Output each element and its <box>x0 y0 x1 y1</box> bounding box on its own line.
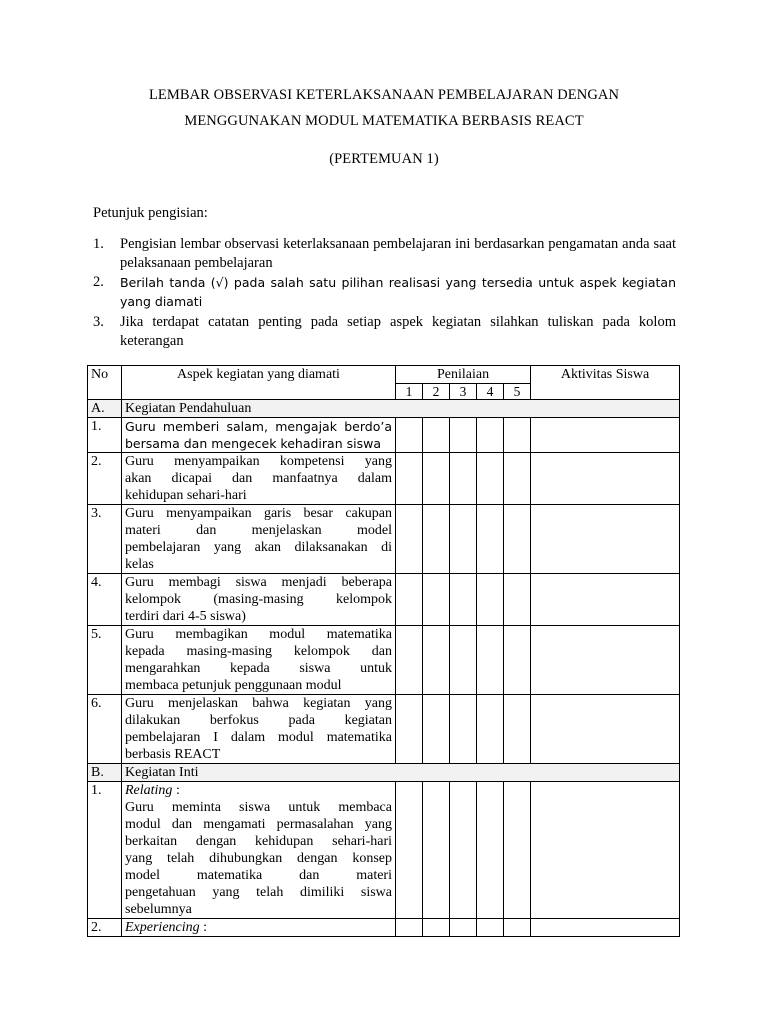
aspect-text-line: dilakukan berfokus pada kegiatan <box>125 713 392 728</box>
rating-cell-2[interactable] <box>423 505 450 574</box>
scale-1: 1 <box>396 384 423 400</box>
section-row <box>88 764 680 782</box>
aspect-text-line: terdiri dari 4-5 siswa) <box>125 609 246 624</box>
rating-cell-4[interactable] <box>477 453 504 505</box>
row-number: 1. <box>88 782 122 919</box>
aspect-label: Experiencing <box>125 920 200 935</box>
activity-cell[interactable] <box>531 574 680 626</box>
rating-cell-5[interactable] <box>504 919 531 937</box>
scale-4: 4 <box>477 384 504 400</box>
aspect-cell <box>122 418 396 453</box>
instruction-item <box>93 235 676 273</box>
instruction-number: 1. <box>93 236 104 252</box>
instructions-heading: Petunjuk pengisian: <box>93 205 208 221</box>
table-row <box>88 782 680 919</box>
rating-cell-2[interactable] <box>423 453 450 505</box>
section-title: Kegiatan Inti <box>122 764 680 782</box>
rating-cell-2[interactable] <box>423 418 450 453</box>
instruction-item <box>93 273 676 311</box>
instruction-number: 3. <box>93 314 104 330</box>
row-number: 3. <box>88 505 122 574</box>
document-title-line-1: LEMBAR OBSERVASI KETERLAKSANAAN PEMBELAJARAN DENGAN <box>148 87 620 103</box>
observation-table <box>87 365 680 937</box>
activity-cell[interactable] <box>531 782 680 919</box>
aspect-text-line: Guru menjelaskan bahwa kegiatan yang <box>125 696 392 711</box>
rating-cell-1[interactable] <box>396 626 423 695</box>
rating-cell-1[interactable] <box>396 505 423 574</box>
rating-cell-4[interactable] <box>477 626 504 695</box>
rating-cell-5[interactable] <box>504 626 531 695</box>
table-header-row <box>88 366 680 384</box>
rating-cell-1[interactable] <box>396 453 423 505</box>
scale-3: 3 <box>450 384 477 400</box>
table-row <box>88 695 680 764</box>
activity-cell[interactable] <box>531 453 680 505</box>
section-code: B. <box>88 764 122 782</box>
aspect-label: Relating <box>125 783 173 798</box>
rating-cell-2[interactable] <box>423 626 450 695</box>
rating-cell-5[interactable] <box>504 695 531 764</box>
header-no: No <box>88 366 122 400</box>
aspect-text-line: pembelajaran I dalam modul matematika <box>125 730 392 745</box>
instruction-text: Berilah tanda (√) pada salah satu pilihan realisasi yang tersedia untuk aspek kegiatan yang diamati <box>120 275 676 309</box>
row-number: 2. <box>88 453 122 505</box>
aspect-text-line: berbasis REACT <box>125 747 221 762</box>
section-title: Kegiatan Pendahuluan <box>122 400 680 418</box>
rating-cell-3[interactable] <box>450 574 477 626</box>
table-row <box>88 919 680 937</box>
rating-cell-1[interactable] <box>396 782 423 919</box>
activity-cell[interactable] <box>531 418 680 453</box>
aspect-cell <box>122 574 396 626</box>
aspect-text-line: modul dan mengamati permasalahan yang <box>125 817 392 832</box>
rating-cell-3[interactable] <box>450 505 477 574</box>
row-number: 1. <box>88 418 122 453</box>
aspect-text-line: model matematika dan materi <box>125 868 392 883</box>
rating-cell-1[interactable] <box>396 418 423 453</box>
activity-cell[interactable] <box>531 919 680 937</box>
scale-5: 5 <box>504 384 531 400</box>
aspect-text-line: kepada masing-masing kelompok dan <box>125 644 392 659</box>
aspect-cell <box>122 626 396 695</box>
activity-cell[interactable] <box>531 505 680 574</box>
rating-cell-1[interactable] <box>396 919 423 937</box>
aspect-text-line: mengarahkan kepada siswa untuk <box>125 661 392 676</box>
rating-cell-5[interactable] <box>504 418 531 453</box>
table-row <box>88 418 680 453</box>
rating-cell-5[interactable] <box>504 574 531 626</box>
aspect-text-line: bersama dan mengecek kehadiran siswa <box>125 436 381 451</box>
header-activity: Aktivitas Siswa <box>531 366 680 400</box>
aspect-text-line: kelompok (masing-masing kelompok <box>125 592 392 607</box>
instruction-item <box>93 313 676 351</box>
rating-cell-4[interactable] <box>477 782 504 919</box>
rating-cell-4[interactable] <box>477 695 504 764</box>
aspect-label-suffix: : <box>199 920 208 935</box>
header-aspect: Aspek kegiatan yang diamati <box>122 366 396 400</box>
table-row <box>88 505 680 574</box>
table-row <box>88 453 680 505</box>
aspect-text-line: Guru meminta siswa untuk membaca <box>125 800 392 815</box>
aspect-cell <box>122 782 396 919</box>
aspect-text-line: akan dicapai dan manfaatnya dalam <box>125 471 392 486</box>
rating-cell-3[interactable] <box>450 626 477 695</box>
rating-cell-1[interactable] <box>396 574 423 626</box>
aspect-cell <box>122 919 396 937</box>
aspect-text-line: yang telah dihubungkan dengan konsep <box>125 851 392 866</box>
aspect-label-suffix: : <box>172 783 180 798</box>
aspect-cell <box>122 453 396 505</box>
rating-cell-1[interactable] <box>396 695 423 764</box>
rating-cell-5[interactable] <box>504 505 531 574</box>
rating-cell-4[interactable] <box>477 505 504 574</box>
activity-cell[interactable] <box>531 626 680 695</box>
meeting-label: (PERTEMUAN 1) <box>329 151 439 167</box>
row-number: 6. <box>88 695 122 764</box>
aspect-cell <box>122 695 396 764</box>
aspect-text-line: kelas <box>125 557 154 572</box>
scale-2: 2 <box>423 384 450 400</box>
rating-cell-2[interactable] <box>423 695 450 764</box>
instruction-text: Pengisian lembar observasi keterlaksanaan pembelajaran ini berdasarkan pengamatan anda saat pelaksanaan pembelajaran <box>120 236 676 271</box>
aspect-text-line: pengetahuan yang telah dimiliki siswa <box>125 885 392 900</box>
rating-cell-2[interactable] <box>423 919 450 937</box>
aspect-text-line: Guru memberi salam, mengajak berdo’a <box>125 419 392 434</box>
row-number: 4. <box>88 574 122 626</box>
instruction-text: Jika terdapat catatan penting pada setiap aspek kegiatan silahkan tuliskan pada kolom keterangan <box>120 314 676 349</box>
rating-cell-3[interactable] <box>450 418 477 453</box>
aspect-text-line: Guru membagi siswa menjadi beberapa <box>125 575 392 590</box>
rating-cell-4[interactable] <box>477 574 504 626</box>
aspect-text-line: Guru menyampaikan garis besar cakupan <box>125 506 392 521</box>
aspect-text-line: Guru membagikan modul matematika <box>125 627 392 642</box>
aspect-text-line: berkaitan dengan kehidupan sehari-hari <box>125 834 392 849</box>
rating-cell-4[interactable] <box>477 418 504 453</box>
aspect-cell <box>122 505 396 574</box>
activity-cell[interactable] <box>531 695 680 764</box>
instruction-number: 2. <box>93 274 104 290</box>
aspect-text-line: pembelajaran yang akan dilaksanakan di <box>125 540 392 555</box>
table-row <box>88 626 680 695</box>
section-code: A. <box>88 400 122 418</box>
rating-cell-5[interactable] <box>504 782 531 919</box>
rating-cell-3[interactable] <box>450 453 477 505</box>
rating-cell-3[interactable] <box>450 919 477 937</box>
header-rating: Penilaian <box>396 366 531 384</box>
row-number: 5. <box>88 626 122 695</box>
document-title-line-2: MENGGUNAKAN MODUL MATEMATIKA BERBASIS REACT <box>184 113 584 129</box>
rating-cell-4[interactable] <box>477 919 504 937</box>
section-row <box>88 400 680 418</box>
rating-cell-5[interactable] <box>504 453 531 505</box>
rating-cell-3[interactable] <box>450 782 477 919</box>
aspect-text-line: kehidupan sehari-hari <box>125 488 247 503</box>
rating-cell-2[interactable] <box>423 782 450 919</box>
aspect-text-line: materi dan menjelaskan model <box>125 523 392 538</box>
aspect-text-line: sebelumnya <box>125 902 192 917</box>
table-row <box>88 574 680 626</box>
row-number: 2. <box>88 919 122 937</box>
aspect-text-line: membaca petunjuk penggunaan modul <box>125 678 342 693</box>
rating-cell-3[interactable] <box>450 695 477 764</box>
rating-cell-2[interactable] <box>423 574 450 626</box>
aspect-text-line: Guru menyampaikan kompetensi yang <box>125 454 392 469</box>
